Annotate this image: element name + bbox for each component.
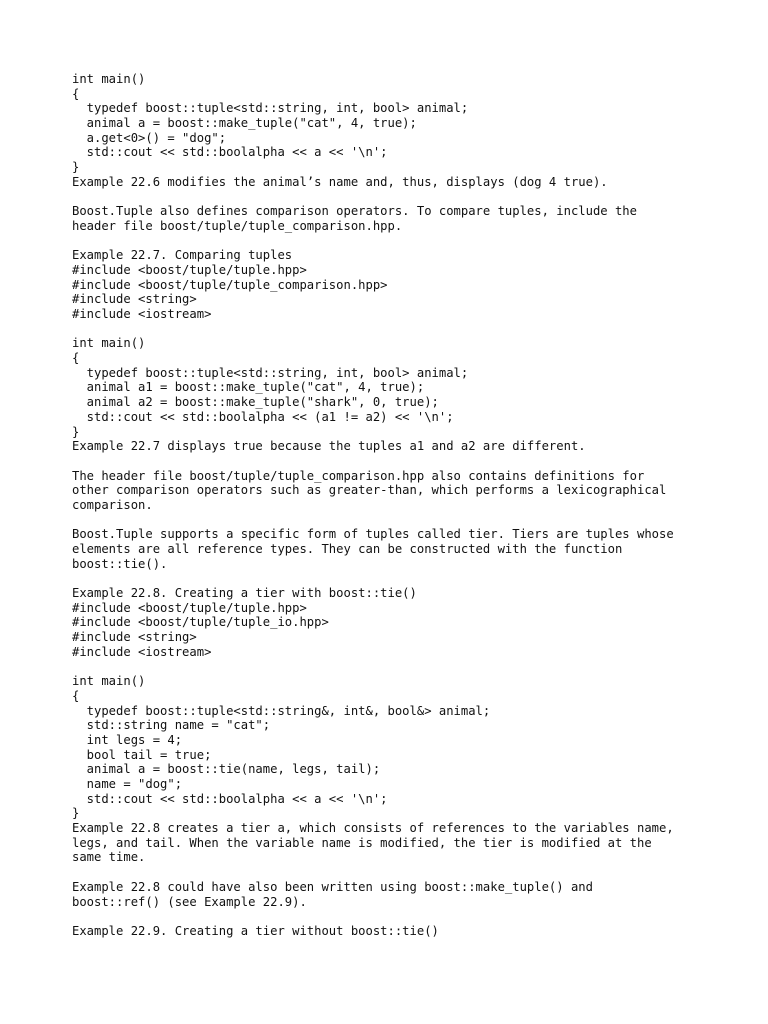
text-line: boost::tie(). — [72, 556, 168, 571]
blank-line — [72, 909, 712, 924]
text-line: int main() — [72, 336, 146, 351]
text-line: Boost.Tuple supports a specific form of tuples called tier. Tiers are tuples whose — [72, 527, 674, 542]
blank-line — [72, 513, 712, 528]
text-line: legs, and tail. When the variable name is modified, the tier is modified at the — [72, 835, 652, 850]
blank-line — [72, 454, 712, 469]
text-line: elements are all reference types. They can be constructed with the function — [72, 542, 623, 556]
text-line: Example 22.8 creates a tier a, which consists of references to the variables name, — [72, 821, 674, 836]
blank-line — [72, 234, 712, 249]
text-line: Example 22.7 displays true because the tuples a1 and a2 are different. — [72, 439, 586, 454]
text-line: std::cout << std::boolalpha << a << '\n'; — [72, 791, 388, 806]
text-line: #include <string> — [72, 630, 197, 645]
text-line: header file boost/tuple/tuple_comparison.hpp. — [72, 218, 403, 233]
blank-line — [72, 865, 712, 880]
text-line: #include <iostream> — [72, 307, 212, 321]
text-line: same time. — [72, 850, 146, 865]
text-line: #include <iostream> — [72, 644, 212, 659]
text-line: Example 22.7. Comparing tuples — [72, 248, 293, 263]
text-line: #include <boost/tuple/tuple.hpp> — [72, 262, 307, 277]
text-line: #include <boost/tuple/tuple_io.hpp> — [72, 615, 329, 630]
text-line: } — [72, 806, 80, 821]
text-line: Example 22.8 could have also been written using boost::make_tuple() and — [72, 879, 593, 894]
text-line: { — [72, 351, 80, 366]
text-line: typedef boost::tuple<std::string, int, bool> animal; — [72, 101, 469, 116]
text-line: { — [72, 86, 80, 101]
text-line: boost::ref() (see Example 22.9). — [72, 894, 307, 909]
text-line: animal a1 = boost::make_tuple("cat", 4, true); — [72, 380, 425, 395]
text-line: The header file boost/tuple/tuple_comparison.hpp also contains definitions for — [72, 468, 645, 483]
text-line: animal a = boost::make_tuple("cat", 4, true); — [72, 116, 417, 131]
text-line: Example 22.9. Creating a tier without boost::tie() — [72, 923, 439, 938]
text-line: } — [72, 424, 80, 439]
text-line: Boost.Tuple also defines comparison operators. To compare tuples, include the — [72, 204, 637, 219]
text-line: typedef boost::tuple<std::string&, int&, bool&> animal; — [72, 703, 491, 718]
blank-line — [72, 190, 712, 205]
text-line: name = "dog"; — [72, 777, 183, 791]
blank-line — [72, 322, 712, 337]
text-line: } — [72, 160, 80, 175]
text-line: #include <string> — [72, 292, 197, 307]
text-line: Example 22.8. Creating a tier with boost::tie() — [72, 586, 417, 601]
text-line: bool tail = true; — [72, 747, 212, 762]
text-line: animal a2 = boost::make_tuple("shark", 0, true); — [72, 395, 439, 410]
text-line: other comparison operators such as greater-than, which performs a lexicographical — [72, 483, 667, 498]
text-line: #include <boost/tuple/tuple_comparison.hpp> — [72, 277, 388, 292]
text-line: int legs = 4; — [72, 732, 183, 747]
text-line: typedef boost::tuple<std::string, int, bool> animal; — [72, 365, 469, 380]
document-page — [72, 72, 712, 939]
text-line: comparison. — [72, 497, 153, 512]
text-line: #include <boost/tuple/tuple.hpp> — [72, 600, 307, 615]
text-line: std::cout << std::boolalpha << a << '\n'; — [72, 145, 388, 160]
text-line: animal a = boost::tie(name, legs, tail); — [72, 762, 381, 777]
text-line: Example 22.6 modifies the animal’s name and, thus, displays (dog 4 true). — [72, 174, 608, 189]
text-line: int main() — [72, 72, 146, 86]
text-line: std::string name = "cat"; — [72, 718, 271, 733]
blank-line — [72, 571, 712, 586]
text-line: { — [72, 688, 80, 703]
text-line: int main() — [72, 674, 146, 689]
text-line: std::cout << std::boolalpha << (a1 != a2) << '\n'; — [72, 409, 454, 424]
blank-line — [72, 660, 712, 675]
text-line: a.get<0>() = "dog"; — [72, 130, 227, 145]
